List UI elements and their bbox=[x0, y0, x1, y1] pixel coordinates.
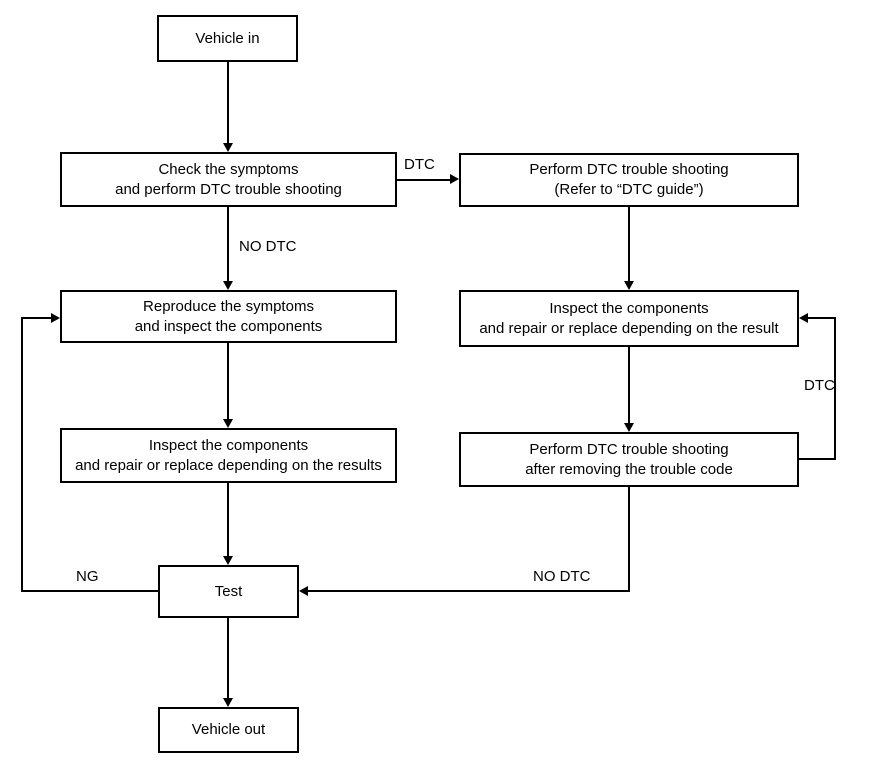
node-inspect-components-left-line1: Inspect the components bbox=[148, 436, 309, 454]
node-test bbox=[158, 565, 299, 618]
arrowhead-down-icon bbox=[223, 419, 233, 428]
connector-performafter-test-horizontal bbox=[308, 590, 630, 592]
connector-inspectleft-test bbox=[227, 483, 229, 556]
connector-reproduce-inspectleft bbox=[227, 343, 229, 419]
edge-label-ng: NG bbox=[76, 568, 99, 585]
arrowhead-left-icon bbox=[799, 313, 808, 323]
node-check-symptoms-line1: Check the symptoms bbox=[158, 160, 299, 178]
arrowhead-down-icon bbox=[223, 556, 233, 565]
node-vehicle-in-label: Vehicle in bbox=[195, 29, 260, 47]
arrowhead-down-icon bbox=[223, 281, 233, 290]
connector-ng-vertical bbox=[21, 317, 23, 592]
connector-inspectright-performafter bbox=[628, 347, 630, 423]
arrowhead-right-icon bbox=[51, 313, 60, 323]
node-vehicle-out-label: Vehicle out bbox=[191, 721, 266, 738]
connector-vehiclein-check bbox=[227, 62, 229, 143]
node-perform-dtc-after-removing-line1: Perform DTC trouble shooting bbox=[529, 440, 729, 458]
connector-ng-bottom bbox=[21, 590, 158, 592]
node-inspect-components-left-line2: and repair or replace depending on the results bbox=[75, 456, 382, 474]
edge-label-dtc-loop: DTC bbox=[804, 377, 835, 394]
connector-performdtc-inspectright bbox=[628, 207, 630, 281]
connector-test-vehicleout bbox=[227, 618, 229, 698]
node-vehicle-in bbox=[157, 15, 298, 62]
node-check-symptoms bbox=[60, 152, 397, 207]
node-inspect-components-right bbox=[459, 290, 799, 347]
node-reproduce-symptoms-line2: and inspect the components bbox=[134, 317, 323, 335]
edge-label-dtc-top: DTC bbox=[404, 156, 435, 173]
connector-check-performdtc bbox=[397, 179, 450, 181]
arrowhead-down-icon bbox=[223, 143, 233, 152]
arrowhead-right-icon bbox=[450, 174, 459, 184]
node-vehicle-out bbox=[158, 707, 299, 753]
node-check-symptoms-line2: and perform DTC trouble shooting bbox=[115, 180, 342, 198]
node-perform-dtc-line1: Perform DTC trouble shooting bbox=[529, 161, 729, 178]
edge-label-no-dtc-upper: NO DTC bbox=[239, 238, 297, 255]
arrowhead-down-icon bbox=[624, 423, 634, 432]
node-inspect-components-right-line2: and repair or replace depending on the result bbox=[479, 319, 779, 337]
node-test-label: Test bbox=[214, 582, 243, 600]
connector-loop-dtc-bottom bbox=[799, 458, 836, 460]
connector-loop-dtc-top bbox=[808, 317, 836, 319]
node-perform-dtc-line2: (Refer to “DTC guide”) bbox=[554, 181, 704, 198]
connector-ng-top bbox=[21, 317, 51, 319]
node-reproduce-symptoms bbox=[60, 290, 397, 343]
arrowhead-down-icon bbox=[223, 698, 233, 707]
node-inspect-components-left bbox=[60, 428, 397, 483]
node-reproduce-symptoms-line1: Reproduce the symptoms bbox=[143, 297, 314, 315]
node-inspect-components-right-line1: Inspect the components bbox=[549, 299, 709, 317]
connector-check-reproduce bbox=[227, 207, 229, 281]
edge-label-no-dtc-lower: NO DTC bbox=[533, 568, 591, 585]
node-perform-dtc-after-removing-line2: after removing the trouble code bbox=[525, 460, 733, 478]
node-perform-dtc-after-removing bbox=[459, 432, 799, 487]
arrowhead-down-icon bbox=[624, 281, 634, 290]
connector-performafter-test-vertical bbox=[628, 487, 630, 592]
node-perform-dtc bbox=[459, 153, 799, 207]
arrowhead-left-icon bbox=[299, 586, 308, 596]
